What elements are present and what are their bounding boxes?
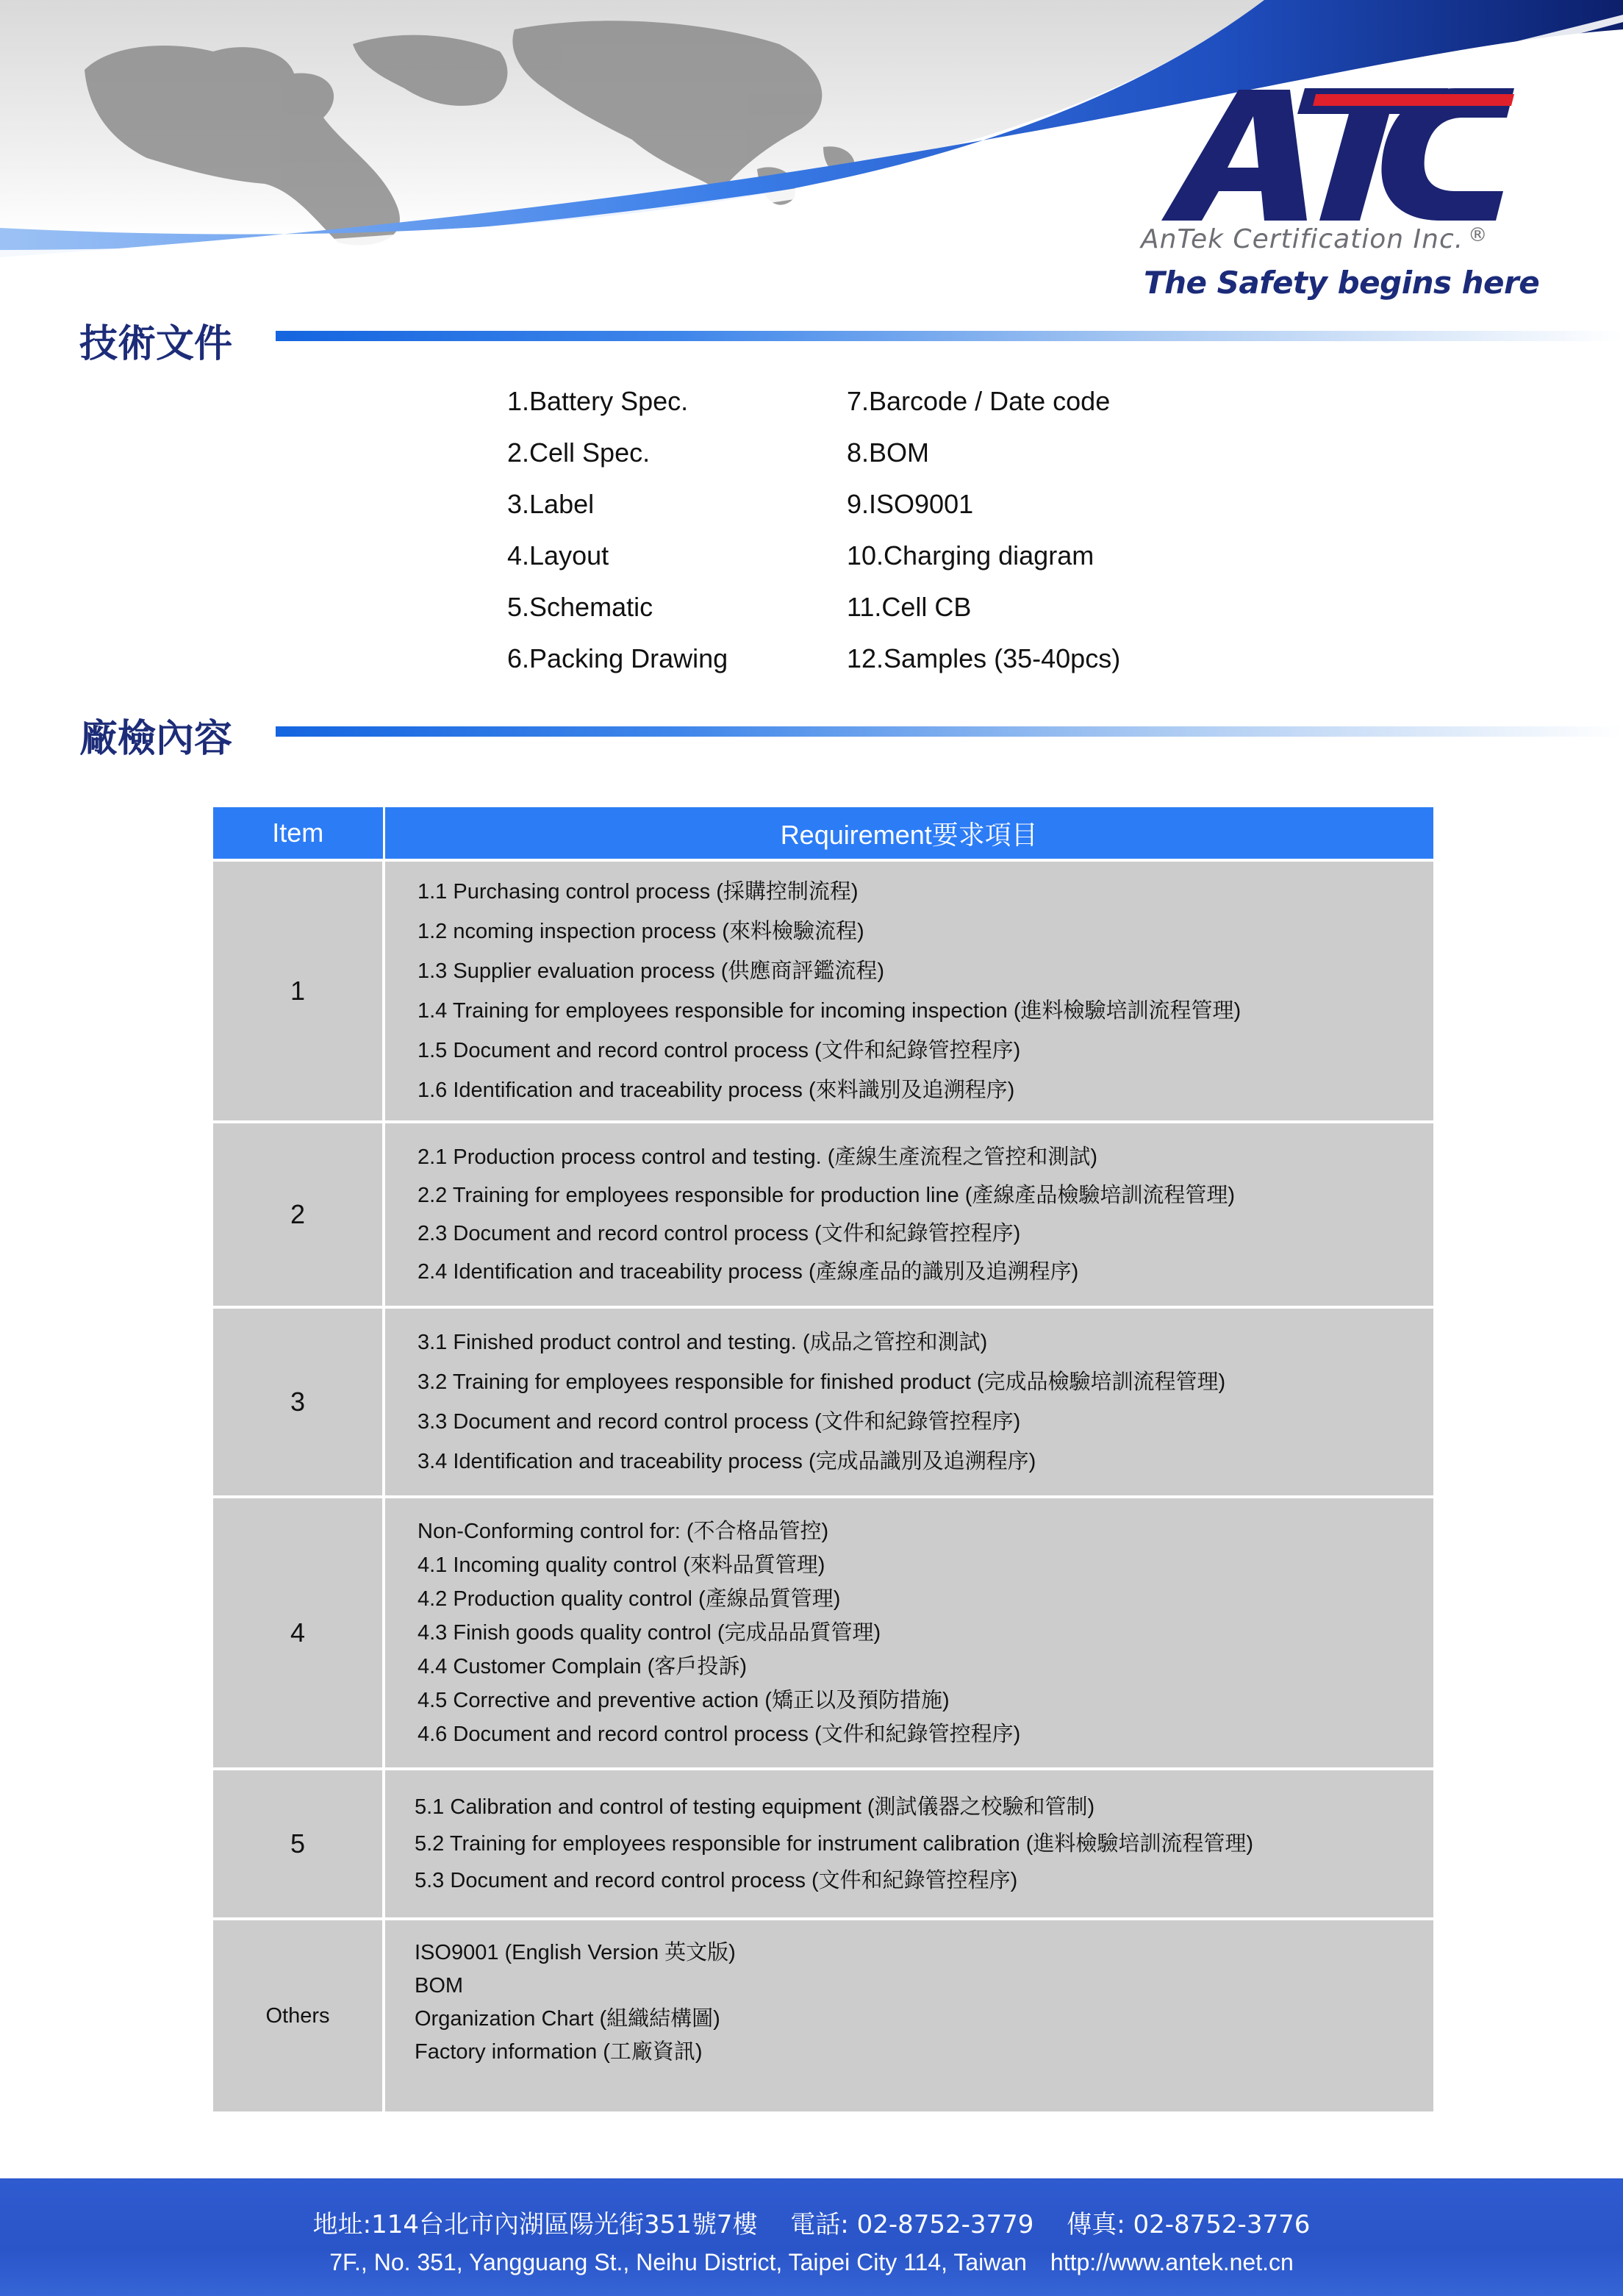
doc-item: 11.Cell CB [847,592,972,622]
requirements-table [213,807,1433,2111]
requirement-line: 4.2 Production quality control (產線品質管理) [418,1587,841,1611]
requirement-line: 3.4 Identification and traceability process (完成品識別及追溯程序) [418,1450,1036,1473]
table-header-row [213,807,1433,860]
doc-item: 9.ISO9001 [847,489,974,519]
item-number: Others [213,1919,384,2111]
table-row [213,860,1433,1122]
requirement-line: 1.5 Document and record control process (文件和紀錄管控程序) [418,1039,1021,1062]
requirement-line: 5.3 Document and record control process (文件和紀錄管控程序) [415,1869,1018,1892]
doc-item: 3.Label [507,489,595,519]
doc-item: 6.Packing Drawing [507,643,728,673]
item-number: 4 [213,1497,384,1769]
requirement-cell [384,1497,1433,1769]
requirement-line: 4.6 Document and record control process (文件和紀錄管控程序) [418,1723,1021,1746]
header-requirement: Requirement要求項目 [384,807,1433,860]
docs-list-col1 [507,381,728,690]
doc-item: 5.Schematic [507,592,653,622]
requirement-line: 5.2 Training for employees responsible for instrument calibration (進料檢驗培訓流程管理) [415,1832,1254,1856]
requirement-line: 1.4 Training for employees responsible for incoming inspection (進料檢驗培訓流程管理) [418,999,1242,1023]
doc-item: 4.Layout [507,540,609,571]
item-number: 1 [213,860,384,1122]
requirement-line: 3.2 Training for employees responsible for finished product (完成品檢驗培訓流程管理) [418,1370,1226,1394]
logo-mark-icon [1161,88,1514,221]
requirement-line: 3.3 Document and record control process (文件和紀錄管控程序) [418,1410,1021,1434]
item-number: 5 [213,1769,384,1919]
company-name-text: AnTek Certification Inc. [1141,224,1464,254]
section-divider [276,331,1623,341]
header-item: Item [213,807,384,860]
doc-item: 12.Samples (35-40pcs) [847,643,1121,673]
requirement-line: 2.1 Production process control and testing. (產線生產流程之管控和測試) [418,1145,1098,1169]
doc-item: 2.Cell Spec. [507,437,651,468]
requirement-line: 4.1 Incoming quality control (來料品質管理) [418,1553,825,1577]
requirement-line: 2.2 Training for employees responsible for production line (產線產品檢驗培訓流程管理) [418,1184,1236,1207]
doc-item: 7.Barcode / Date code [847,386,1111,416]
section-divider [276,726,1623,737]
requirement-line: Organization Chart (組織結構圖) [415,2007,720,2031]
requirement-cell [384,1307,1433,1497]
requirement-line: 4.4 Customer Complain (客戶投訴) [418,1655,747,1678]
requirement-line: 3.1 Finished product control and testing. (成品之管控和測試) [418,1331,988,1354]
doc-item: 10.Charging diagram [847,540,1094,571]
requirement-line: ISO9001 (English Version 英文版) [415,1941,736,1964]
requirement-line: 2.4 Identification and traceability process (產線產品的識別及追溯程序) [418,1260,1079,1284]
table-row [213,1919,1433,2111]
company-name [1141,224,1488,254]
table-row [213,1497,1433,1769]
requirement-line: Non-Conforming control for: (不合格品管控) [418,1520,829,1543]
requirement-cell [384,860,1433,1122]
doc-item: 1.Battery Spec. [507,386,689,416]
registered-mark: ® [1468,224,1488,246]
requirement-line: 1.3 Supplier evaluation process (供應商評鑑流程) [418,959,885,983]
requirement-line: 4.3 Finish goods quality control (完成品品質管理) [418,1621,881,1645]
requirement-line: 5.1 Calibration and control of testing equipment (測試儀器之校驗和管制) [415,1795,1095,1819]
requirement-line: 1.1 Purchasing control process (採購控制流程) [418,880,859,904]
requirement-line: 1.6 Identification and traceability process (來料識別及追溯程序) [418,1079,1015,1102]
requirement-cell [384,1769,1433,1919]
item-number: 3 [213,1307,384,1497]
requirement-cell [384,1122,1433,1307]
doc-item: 8.BOM [847,437,930,468]
section-title-tech-docs: 技術文件 [79,322,233,366]
section-title-factory-inspection: 廠檢內容 [79,717,233,761]
requirement-line: 1.2 ncoming inspection process (來料檢驗流程) [418,920,864,943]
docs-list-col2 [847,381,1120,690]
table-row [213,1122,1433,1307]
table-row [213,1307,1433,1497]
requirement-line: 2.3 Document and record control process (文件和紀錄管控程序) [418,1222,1021,1245]
table-row [213,1769,1433,1919]
requirement-cell [384,1919,1433,2111]
footer-address-en: 7F., No. 351, Yangguang St., Neihu District, Taipei City 114, Taiwan http://www.antek.net.cn [329,2249,1294,2275]
tagline: The Safety begins here [1144,265,1540,301]
item-number: 2 [213,1122,384,1307]
requirement-line: BOM [415,1974,464,1998]
requirement-line: 4.5 Corrective and preventive action (矯正以及預防措施) [418,1689,950,1712]
requirement-line: Factory information (工廠資訊) [415,2040,703,2064]
footer-address-zh: 地址:114台北市內湖區陽光街351號7樓 電話: 02-8752-3779 傳真: 02-8752-3776 [312,2210,1311,2239]
